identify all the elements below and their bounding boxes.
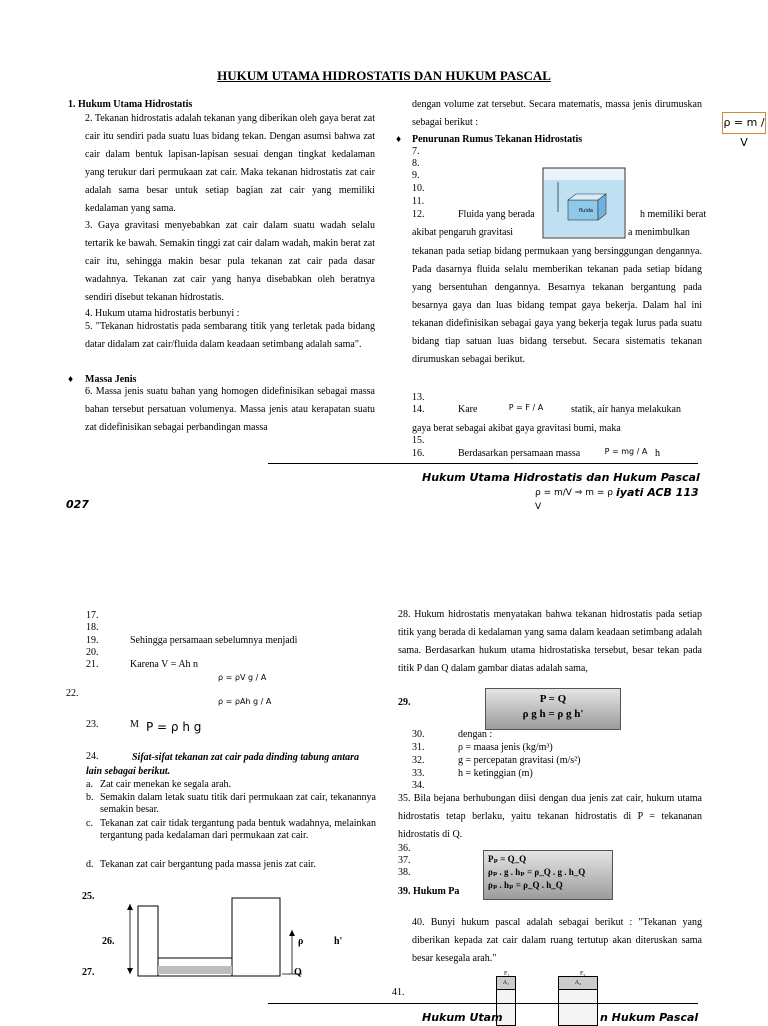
label-f2: F₂ [580,971,586,977]
line-number: 19. [86,635,99,646]
paragraph-2: 2. Tekanan hidrostatis adalah tekanan yang diberikan oleh gaya berat zat cair itu sendiri pada suatu luas bidang tekan. Dengan asumsi bahwa zat cair dalam bentuk lapisan-lapisan sesuai dengan tingkat kedalaman yang terukur dari permukaan zat cair. Maka tekanan hidrostatis zat cair adalah sama besar untuk setiap bagian zat cair yang memiliki kedalaman yang sama. [85,113,375,214]
footer-title: Hukum Utama Hidrostatis dan Hukum Pascal [422,471,700,484]
footer-title-right: n Hukum Pascal [600,1011,699,1024]
formula-23: P = ρ h g [146,720,202,734]
text-23: M [130,719,139,730]
paragraph-5: 5. "Tekanan hidrostatis pada sembarang titik yang terletak pada bidang datar didalam zat cair/fluida dalam keadaan setimbang adalah sama". [85,321,375,350]
equation-line: ρₚ . g . hₚ = ρ_Q . g . h_Q [488,867,586,877]
bullet-icon: ♦ [68,374,74,385]
formula-21: ρ = ρV g / A [218,673,267,682]
equation-box-two-liquids [483,850,613,900]
footer-code: 027 [66,498,89,511]
line-number: 11. [412,196,425,207]
line-number: 27. [82,967,95,978]
line-number: 30. [412,729,425,740]
line-number: 25. [82,891,95,902]
paragraph-16-end: h [655,448,660,459]
beaker-diagram [542,160,628,240]
line-number: 23. [86,719,99,730]
line-number: 12. [412,209,425,220]
line-number: 34. [412,780,425,791]
list-item-b: Semakin dalam letak suatu titik dari permukaan zat cair, tekanannya semakin besar. [100,792,376,815]
text-30: dengan : [458,729,493,740]
line-number: 9. [412,170,420,181]
label-a2: A₂ [559,977,597,990]
paragraph-3: 3. Gaya gravitasi menyebabkan zat cair dalam suatu wadah selalu tertarik ke bawah. Semakin tinggi zat cair dalam wadah, makin berat zat cair itu, sehingga makin besar pula tekanan zat cair pada dasar wadahnya. Tekanan zat cair yang hanya disebabkan oleh beratnya sendiri disebut tekanan hidrostatis. [85,220,375,303]
paragraph-continuation: dengan volume zat tersebut. Secara matematis, massa jenis dirumuskan sebagai berikut : [412,99,702,128]
section-heading-penurunan: Penurunan Rumus Tekanan Hidrostatis [412,134,583,145]
paragraph-14-line2: gaya berat sebagai akibat gaya gravitasi bumi, maka [412,423,621,434]
label-a1: A₁ [497,977,515,990]
line-number: 36. [398,843,411,854]
line-number: 21. [86,659,99,670]
formula-density: ρ = m / V [722,112,766,134]
paragraph-40: 40. Bunyi hukum pascal adalah sebagai berikut : "Tekanan yang diberikan kepada zat cair dalam ruang tertutup akan diteruskan sama besar kesegala arah." [412,917,702,964]
paragraph-14-start: Kare [458,404,478,415]
line-number: 16. [412,448,425,459]
paragraph-4: 4. Hukum utama hidrostatis berbunyi : [85,308,240,319]
bullet-icon: ♦ [396,134,402,145]
line-number: 38. [398,867,411,878]
line-number: 24. [86,751,99,762]
line-number: 18. [86,622,99,633]
diagram-label: fluida [579,208,593,214]
section-heading-hukum-utama: 1. Hukum Utama Hidrostatis [68,99,193,110]
formula-pressure: P = F / A [508,403,544,412]
paragraph-12-end: h memiliki berat [640,209,707,220]
label-q: Q [294,967,302,978]
line-number: 29. [398,697,411,708]
equation-line: P = Q [539,693,567,705]
list-marker: c. [86,818,93,829]
paragraph-16-start: Berdasarkan persamaan massa [458,448,581,459]
line-number: 15. [412,435,425,446]
text-33: h = ketinggian (m) [458,768,533,779]
line-number: 41. [392,987,405,998]
page-title: HUKUM UTAMA HIDROSTATIS DAN HUKUM PASCAL [217,68,551,83]
text-19: Sehingga persamaan sebelumnya menjadi [130,635,298,646]
line-number: 31. [412,742,425,753]
paragraph-12-body: tekanan pada setiap bidang permukaan yang bersinggungan dengannya. Pada dasarnya fluida selalu memberikan tekanan pada setiap bidang yang bersentuhan dengannya. Besarnya tekanan bergantung pada besarnya gaya dan luas bidang tempat gaya bekerja. Dalam hal ini tekanan didefinisikan sebagai gaya yang bekerja tegak lurus pada suatu bidang tiap satuan luas bidang tersebut. Secara sistematis tekanan dirumuskan sebagai berikut. [412,246,702,365]
equation-line: Pₚ = Q_Q [488,854,527,864]
paragraph-6: 6. Massa jenis suatu bahan yang homogen didefinisikan sebagai massa bahan tersebut persatuan volumenya. Massa jenis atau kerapatan suatu zat didefinisikan sebagai perbandingan massa [85,386,375,433]
paragraph-12-line2-end: a menimbulkan [628,227,690,238]
line-number: 32. [412,755,425,766]
equation-box-pq [485,688,621,730]
heading-39: 39. Hukum Pa [398,886,460,897]
line-number: 10. [412,183,425,194]
list-item-d: Tekanan zat cair bergantung pada massa jenis zat cair. [100,859,316,870]
list-item-a: Zat cair menekan ke segala arah. [100,779,232,790]
list-marker: a. [86,779,93,790]
list-marker: d. [86,859,94,870]
formula-mass: ρ = m/V ⇒ m = ρ V [535,488,613,512]
line-number: 14. [412,404,425,415]
line-number: 17. [86,610,99,621]
paragraph-35: 35. Bila bejana berhubungan diisi dengan dua jenis zat cair, hukum utama hidrostatis tetap berlaku, yaitu tekanan hidrostatis di P = tekananan hidrostatis di Q. [398,793,702,840]
paragraph-12-start: Fluida yang berada [458,209,535,220]
equation-line: ρ g h = ρ g h' [522,708,584,720]
line-number: 8. [412,158,420,169]
paragraph-14-end: statik, air hanya melakukan [571,404,681,415]
label-f1: F₁ [504,971,510,977]
line-number: 13. [412,392,425,403]
footer-rule [268,463,698,464]
text-31: ρ = maasa jenis (kg/m³) [458,742,553,753]
piston-large [558,976,598,1026]
formula-mg-over-a: P = mg / A [604,447,648,456]
label-rho: ρ [298,936,304,947]
footer-title-left: Hukum Utam [422,1011,503,1024]
line-number: 33. [412,768,425,779]
section-heading-massa-jenis: Massa Jenis [85,374,137,385]
footer-rule [268,1003,698,1004]
footer-author: iyati ACB 113 [616,486,699,499]
line-number: 7. [412,146,420,157]
line-number: 20. [86,647,99,658]
line-number: 26. [102,936,115,947]
text-32: g = percepatan gravitasi (m/s²) [458,755,581,766]
line-number: 37. [398,855,411,866]
equation-line: ρₚ . hₚ = ρ_Q . h_Q [488,880,563,890]
label-h-prime: h' [334,936,343,947]
line-number: 22. [66,688,79,699]
formula-22: ρ = ρAh g / A [218,697,272,706]
list-marker: b. [86,792,94,803]
heading-24: Sifat-sifat tekanan zat cair pada dinding tabung antara lain sebagai berikut. [86,752,359,777]
text-21: Karena V = Ah n [130,659,199,670]
paragraph-28: 28. Hukum hidrostatis menyatakan bahwa tekanan hidrostatis pada setiap titik yang berada di kedalaman yang sama dalam keadaan setimbang adalah sama. Berdasarkan hukum utama hidrostatiska tersebut, besar tekan pada titik P dan Q dalam gambar diatas adalah sama, [398,609,702,674]
paragraph-12-line2: akibat pengaruh gravitasi [412,227,514,238]
list-item-c: Tekanan zat cair tidak tergantung pada bentuk wadahnya, melainkan tergantung pada kedalaman dari permukaan zat cair. [100,818,376,841]
